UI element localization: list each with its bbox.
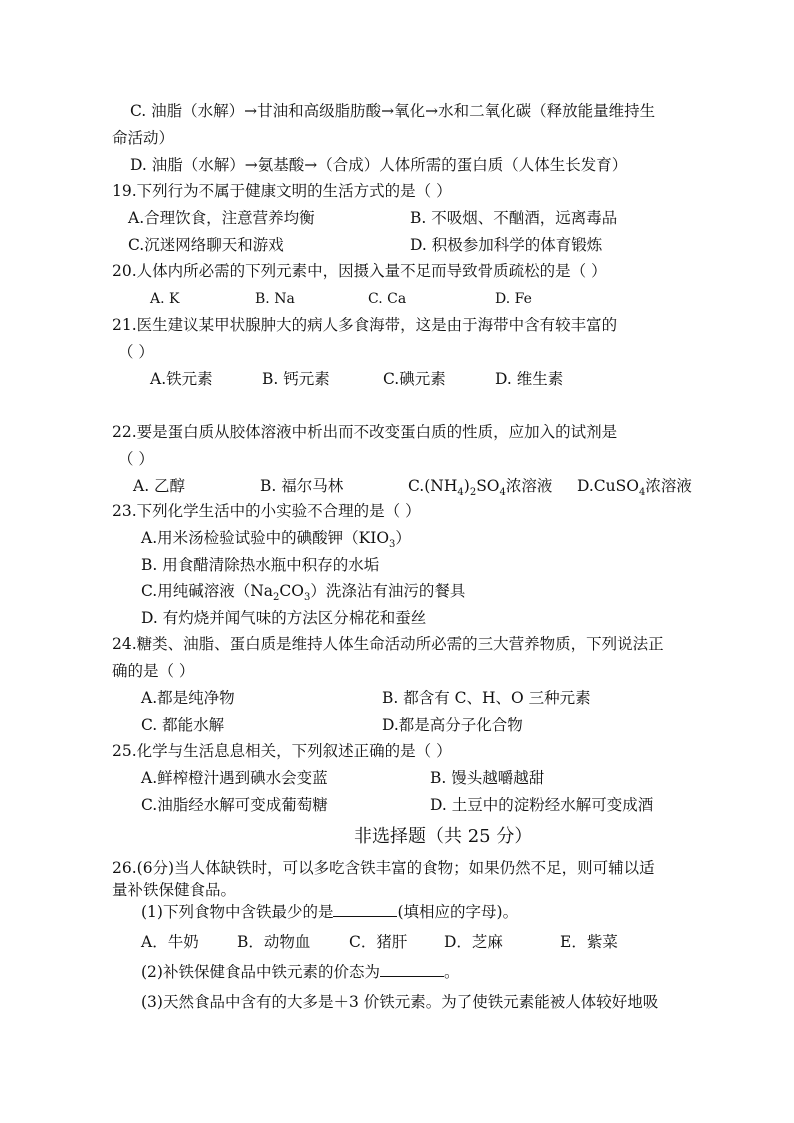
q24-option-c: C. 都能水解 xyxy=(141,716,225,734)
q22-option-c: $C.(NH_4)_2SO_4$浓溶液 xyxy=(408,477,553,499)
q18-option-c-line2: 命活动） xyxy=(112,129,175,147)
q23-option-a: A.用米汤检验试验中的碘酸钾$(KIO_3)$ xyxy=(141,529,411,551)
q21-option-d: D. 维生素 xyxy=(495,370,564,388)
q24-option-a: A.都是纯净物 xyxy=(141,689,235,707)
q22-option-d: D.CuSO$_4$浓溶液 xyxy=(577,477,692,499)
q26-option-e: E．紫菜 xyxy=(560,933,618,951)
q21-stem: 21.医生建议某甲状腺肿大的病人多食海带，这是由于海带中含有较丰富的 xyxy=(112,316,618,334)
q23-option-b: B. 用食醋清除热水瓶中积存的水垢 xyxy=(141,556,380,574)
q26-option-d: D．芝麻 xyxy=(444,933,503,951)
q26-option-c: C．猪肝 xyxy=(349,933,408,951)
q19-option-c: C.沉迷网络聊天和游戏 xyxy=(128,236,284,254)
q18-option-d: D. 油脂（水解）→氨基酸→（合成）人体所需的蛋白质（人体生长发育） xyxy=(130,156,628,174)
q20-option-c: C. Ca xyxy=(368,291,407,307)
q24-stem-line1: 24.糖类、油脂、蛋白质是维持人体生命活动所必需的三大营养物质，下列说法正 xyxy=(112,635,664,653)
q26-option-b: B．动物血 xyxy=(237,933,311,951)
q20-option-a: A. K xyxy=(150,291,180,307)
q26-subquestion-3: (3)天然食品中含有的大多是＋3 价铁元素。为了使铁元素能被人体较好地吸 xyxy=(141,993,659,1011)
q26-subquestion-1: (1)下列食物中含铁最少的是 (填相应的字母)。 xyxy=(141,903,519,921)
q26-stem-line2: 量补铁保健食品。 xyxy=(112,881,237,899)
q19-option-d: D. 积极参加科学的体育锻炼 xyxy=(410,236,603,254)
section-heading: 非选择题（共 25 分） xyxy=(354,826,533,847)
q18-option-c-line1: C. 油脂（水解）→甘油和高级脂肪酸→氧化→水和二氧化碳（释放能量维持生 xyxy=(130,102,656,120)
q21-answer-paren: （ ） xyxy=(118,343,154,361)
q19-option-a: A.合理饮食，注意营养均衡 xyxy=(128,209,315,227)
q19-stem: 19.下列行为不属于健康文明的生活方式的是（ ） xyxy=(112,182,452,200)
q23-stem: 23.下列化学生活中的小实验不合理的是（ ） xyxy=(112,502,421,520)
q21-option-c: C.碘元素 xyxy=(383,370,446,388)
q23-option-c: C.用纯碱溶液$(Na_2CO_3)$洗涤沾有油污的餐具 xyxy=(141,582,466,604)
q24-option-b: B. 都含有 C、H、O 三种元素 xyxy=(382,689,591,707)
q21-option-a: A.铁元素 xyxy=(150,370,213,388)
q22-option-b: B. 福尔马林 xyxy=(260,477,344,495)
q20-option-d: D. Fe xyxy=(495,291,532,307)
q25-option-a: A.鲜榨橙汁遇到碘水会变蓝 xyxy=(141,769,328,787)
q25-option-d: D. 土豆中的淀粉经水解可变成酒 xyxy=(430,796,654,814)
q25-stem: 25.化学与生活息息相关，下列叙述正确的是（ ） xyxy=(112,742,452,760)
q19-option-b: B. 不吸烟、不酗酒，远离毒品 xyxy=(410,209,618,227)
q20-option-b: B. Na xyxy=(255,291,295,307)
q20-stem: 20.人体内所必需的下列元素中，因摄入量不足而导致骨质疏松的是（ ） xyxy=(112,262,607,280)
q26-subquestion-2: (2)补铁保健食品中铁元素的价态为 。 xyxy=(141,963,460,981)
q24-stem-line2: 确的是（ ） xyxy=(112,662,195,680)
q21-option-b: B. 钙元素 xyxy=(262,370,330,388)
answer-blank-2[interactable] xyxy=(380,962,444,977)
q25-option-c: C.油脂经水解可变成葡萄糖 xyxy=(141,796,328,814)
q26-option-a: A．牛奶 xyxy=(141,933,199,951)
q22-answer-paren: （ ） xyxy=(118,450,154,468)
q22-option-a: A. 乙醇 xyxy=(133,477,186,495)
q24-option-d: D.都是高分子化合物 xyxy=(382,716,523,734)
q22-stem: 22.要是蛋白质从胶体溶液中析出而不改变蛋白质的性质，应加入的试剂是 xyxy=(112,423,618,441)
q23-option-d: D. 有灼烧并闻气味的方法区分棉花和蚕丝 xyxy=(141,609,427,627)
q25-option-b: B. 馒头越嚼越甜 xyxy=(430,769,545,787)
q26-stem-line1: 26.(6分)当人体缺铁时，可以多吃含铁丰富的食物；如果仍然不足，则可辅以适 xyxy=(112,859,655,877)
answer-blank-1[interactable] xyxy=(333,902,397,917)
